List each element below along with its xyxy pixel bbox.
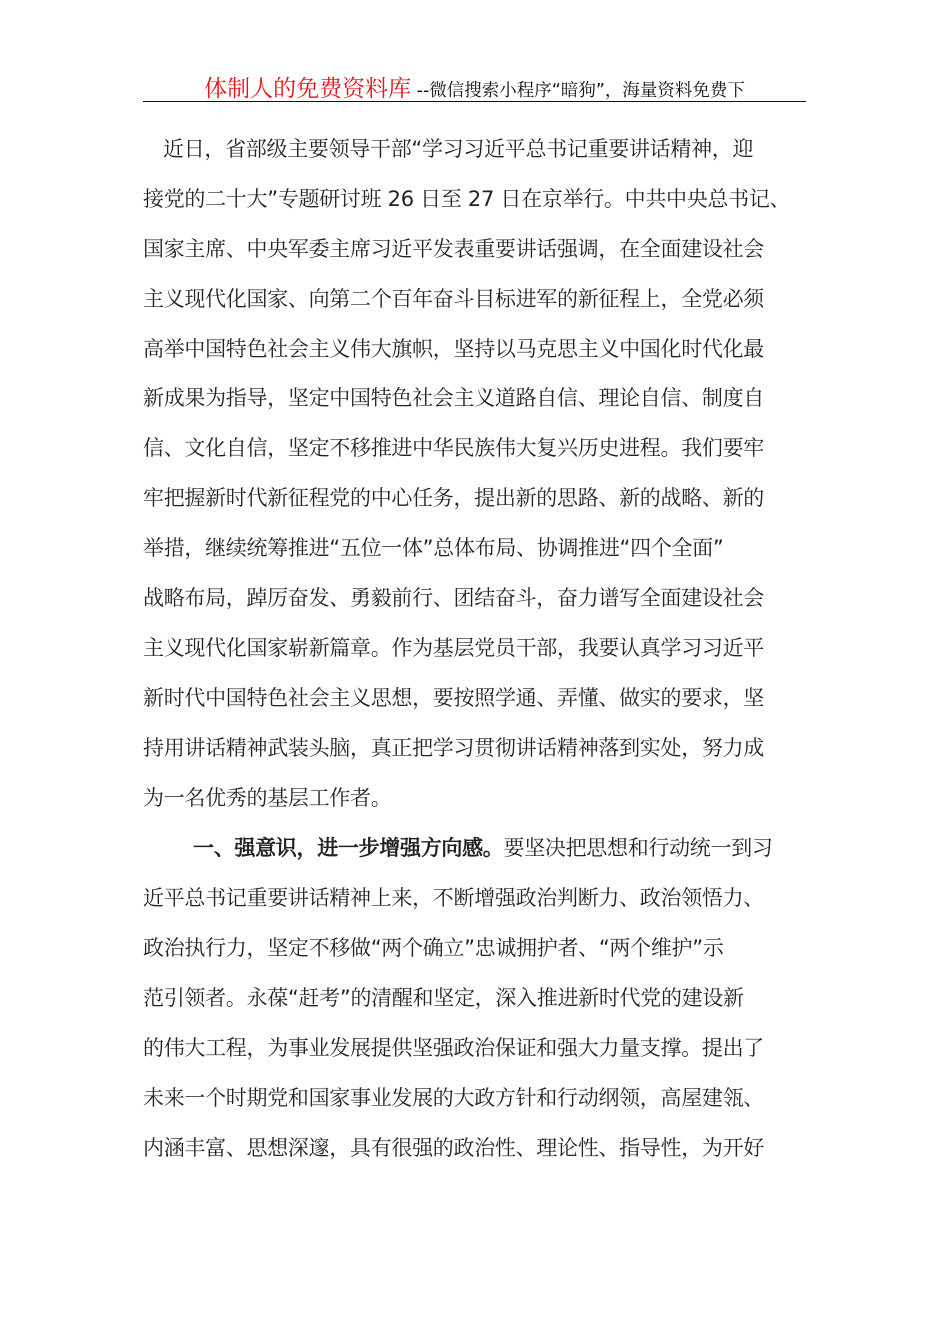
- text-line: 持用讲话精神武装头脑，真正把学习贯彻讲话精神落到实处，努力成: [143, 735, 764, 760]
- text-line: 新时代中国特色社会主义思想，要按照学通、弄懂、做实的要求，坚: [143, 685, 764, 710]
- text-line: [143, 824, 823, 874]
- paragraph-intro: [143, 125, 823, 823]
- section-text: 要坚决把思想和行动统一到习: [503, 836, 773, 861]
- page-header-banner: [143, 70, 806, 102]
- text-line: 的伟大工程，为事业发展提供坚强政治保证和强大力量支撑。提出了: [143, 1036, 764, 1061]
- header-brand: 体制人的免费资料库: [204, 76, 412, 102]
- document-body: [143, 125, 823, 1174]
- text-line: 近日，省部级主要领导干部“学习习近平总书记重要讲话精神，迎: [163, 137, 754, 161]
- text-line: 范引领者。永葆“赶考”的清醒和坚定，深入推进新时代党的建设新: [143, 986, 744, 1011]
- section-heading: 一、强意识，进一步增强方向感。: [193, 836, 504, 861]
- text-line: 为一名优秀的基层工作者。: [143, 785, 392, 810]
- text-line: 高举中国特色社会主义伟大旗帜，坚持以马克思主义中国化时代化最: [143, 336, 764, 361]
- text-line: 举措，继续统筹推进“五位一体”总体布局、协调推进“四个全面”: [143, 536, 724, 561]
- text-line: 主义现代化国家崭新篇章。作为基层党员干部，我要认真学习习近平: [143, 635, 764, 660]
- text-line: 接党的二十大”专题研讨班 26 日至 27 日在京举行。中共中央总书记、: [143, 186, 791, 211]
- text-line: 内涵丰富、思想深邃，具有很强的政治性、理论性、指导性，为开好: [143, 1135, 764, 1160]
- text-line: 主义现代化国家、向第二个百年奋斗目标进军的新征程上，全党必须: [143, 286, 764, 311]
- text-line: 近平总书记重要讲话精神上来，不断增强政治判断力、政治领悟力、: [143, 886, 764, 911]
- paragraph-section-1: [143, 824, 823, 1173]
- text-line: 牢把握新时代新征程党的中心任务，提出新的思路、新的战略、新的: [143, 486, 764, 511]
- text-line: 信、文化自信，坚定不移推进中华民族伟大复兴历史进程。我们要牢: [143, 436, 764, 461]
- text-line: 政治执行力，坚定不移做“两个确立”忠诚拥护者、“两个维护”示: [143, 936, 724, 961]
- text-line: 国家主席、中央军委主席习近平发表重要讲话强调，在全面建设社会: [143, 236, 764, 261]
- text-line: 未来一个时期党和国家事业发展的大政方针和行动纲领，高屋建瓴、: [143, 1085, 764, 1110]
- text-line: 新成果为指导，坚定中国特色社会主义道路自信、理论自信、制度自: [143, 386, 764, 411]
- text-line: 战略布局，踔厉奋发、勇毅前行、团结奋斗，奋力谱写全面建设社会: [143, 586, 764, 611]
- header-slogan: --微信搜索小程序“暗狗”，海量资料免费下: [411, 81, 745, 101]
